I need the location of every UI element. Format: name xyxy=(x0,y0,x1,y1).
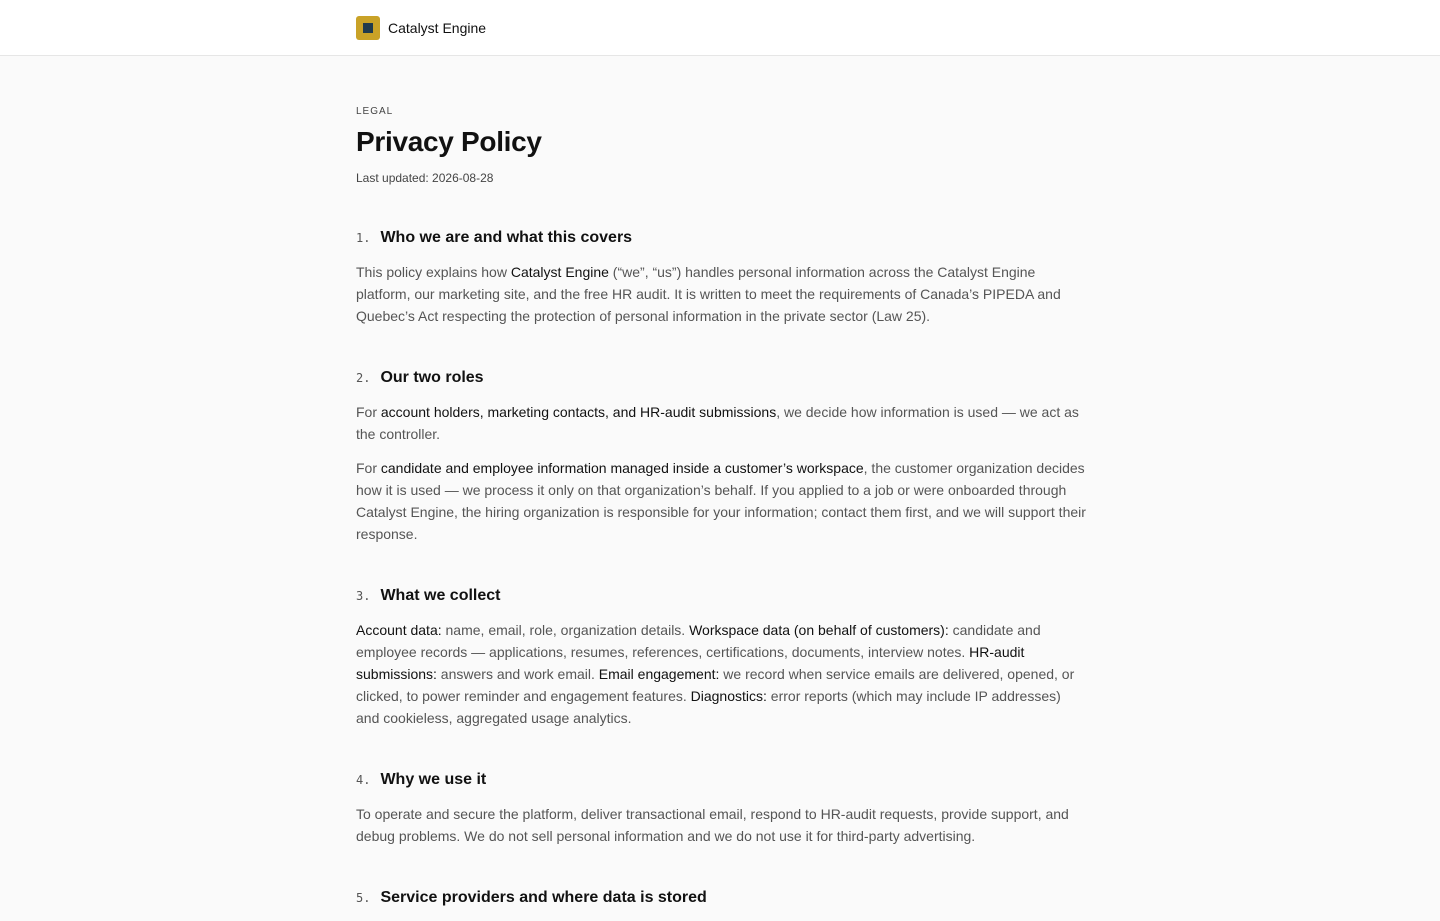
section-why-we-use xyxy=(356,771,1086,847)
top-bar xyxy=(0,0,1440,56)
paragraph-text: For xyxy=(356,460,381,476)
paragraph-text: This policy explains how xyxy=(356,264,511,280)
section-number: 3. xyxy=(356,589,371,603)
term-label: HR-audit submissions: xyxy=(356,644,1025,682)
paragraph-text: For xyxy=(356,404,381,420)
emphasis-text: candidate and employee information managed inside a customer’s workspace xyxy=(380,460,864,476)
emphasis-text: Catalyst Engine xyxy=(510,264,609,280)
page-eyebrow: LEGAL xyxy=(356,106,394,117)
term-label: Diagnostics: xyxy=(690,688,767,704)
logo-icon xyxy=(356,16,380,40)
section-title: What we collect xyxy=(380,587,501,604)
term-label: Account data: xyxy=(356,622,442,638)
section-heading xyxy=(356,771,1086,789)
page-title: Privacy Policy xyxy=(356,126,542,157)
paragraph-text: answers and work email. xyxy=(436,666,599,682)
paragraph-text: we record when service emails are delivered, opened, or clicked, to power reminder and engagement features. xyxy=(356,666,1075,704)
section-paragraph xyxy=(356,619,1086,729)
brand-link[interactable] xyxy=(356,16,486,40)
section-number: 5. xyxy=(356,891,371,905)
term-label: Email engagement: xyxy=(598,666,720,682)
section-paragraph xyxy=(356,261,1086,327)
section-number: 1. xyxy=(356,231,371,245)
section-heading xyxy=(356,369,1086,387)
emphasis-text: account holders, marketing contacts, and HR-audit submissions xyxy=(380,404,777,420)
section-our-roles xyxy=(356,369,1086,545)
last-updated: Last updated: 2026-08-28 xyxy=(356,171,494,185)
section-heading xyxy=(356,229,1086,247)
section-what-we-collect xyxy=(356,587,1086,729)
section-number: 2. xyxy=(356,371,371,385)
paragraph-text: , the customer organization decides how it is used — we process it only on that organization’s behalf. If you applied to a job or were onboarded through Catalyst Engine, the hiring organization is responsible for your information; contact them first, and we will support their response. xyxy=(356,460,1086,542)
paragraph-text: name, email, role, organization details. xyxy=(441,622,690,638)
paragraph-text: (“we”, “us”) handles personal information across the Catalyst Engine platform, our marketing site, and the free HR audit. It is written to meet the requirements of Canada’s PIPEDA and Quebec’s Act respecting the protection of personal information in the private sector (Law 25). xyxy=(356,264,1061,324)
section-heading xyxy=(356,587,1086,605)
section-who-we-are xyxy=(356,229,1086,327)
term-label: Workspace data (on behalf of customers): xyxy=(689,622,949,638)
paragraph-text: candidate and employee records — applications, resumes, references, certifications, documents, interview notes. xyxy=(356,622,1041,660)
section-title: Service providers and where data is stored xyxy=(380,889,707,906)
section-service-providers xyxy=(356,889,1086,907)
paragraph-text: , we decide how information is used — we act as the controller. xyxy=(356,404,1079,442)
paragraph-text: error reports (which may include IP addresses) and cookieless, aggregated usage analytics. xyxy=(356,688,1061,726)
section-paragraph xyxy=(356,457,1086,545)
section-paragraph xyxy=(356,401,1086,445)
section-title: Who we are and what this covers xyxy=(380,229,633,246)
brand-name: Catalyst Engine xyxy=(388,20,487,36)
section-paragraph: To operate and secure the platform, deliver transactional email, respond to HR-audit requests, provide support, and debug problems. We do not sell personal information and we do not use it for third-party advertising. xyxy=(356,806,1069,844)
section-title: Why we use it xyxy=(380,771,487,788)
section-title: Our two roles xyxy=(380,369,484,386)
policy-content xyxy=(356,100,1086,921)
section-number: 4. xyxy=(356,773,371,787)
section-heading xyxy=(356,889,1086,907)
